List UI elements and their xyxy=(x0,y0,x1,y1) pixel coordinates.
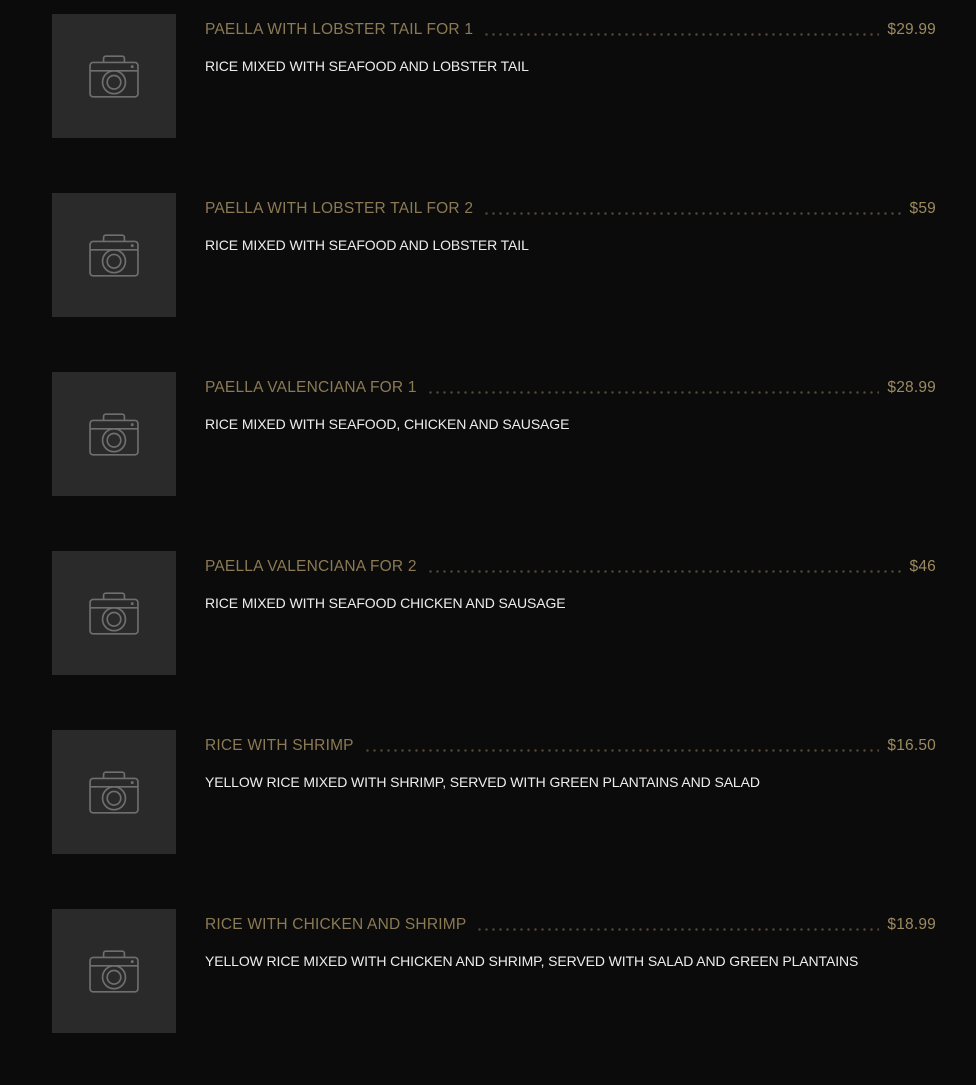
item-image-placeholder[interactable] xyxy=(52,14,176,138)
item-description: YELLOW RICE MIXED WITH SHRIMP, SERVED WITH GREEN PLANTAINS AND SALAD xyxy=(205,774,760,790)
item-image-placeholder[interactable] xyxy=(52,730,176,854)
menu-item xyxy=(52,909,936,1033)
dotted-leader xyxy=(476,928,879,931)
item-price: $46 xyxy=(909,558,936,575)
menu-item xyxy=(52,193,936,317)
menu-item xyxy=(52,730,936,854)
item-name[interactable]: PAELLA VALENCIANA FOR 2 xyxy=(205,558,417,575)
item-image-placeholder[interactable] xyxy=(52,909,176,1033)
camera-icon xyxy=(89,54,139,98)
dotted-leader xyxy=(427,391,880,394)
item-content xyxy=(205,193,936,317)
item-title-row xyxy=(205,380,936,396)
item-content xyxy=(205,372,936,496)
item-content xyxy=(205,730,936,854)
camera-icon xyxy=(89,949,139,993)
menu-item xyxy=(52,551,936,675)
item-price: $18.99 xyxy=(887,916,936,933)
item-title-row xyxy=(205,559,936,575)
item-title-row xyxy=(205,917,936,933)
item-name[interactable]: PAELLA VALENCIANA FOR 1 xyxy=(205,379,417,396)
dotted-leader xyxy=(483,33,879,36)
item-description: RICE MIXED WITH SEAFOOD AND LOBSTER TAIL xyxy=(205,58,529,74)
item-price: $29.99 xyxy=(887,21,936,38)
item-title-row xyxy=(205,201,936,217)
camera-icon xyxy=(89,412,139,456)
menu-item xyxy=(52,372,936,496)
menu-item xyxy=(52,14,936,138)
item-image-placeholder[interactable] xyxy=(52,193,176,317)
item-name[interactable]: PAELLA WITH LOBSTER TAIL FOR 2 xyxy=(205,200,474,217)
camera-icon xyxy=(89,770,139,814)
item-content xyxy=(205,551,936,675)
item-description: RICE MIXED WITH SEAFOOD, CHICKEN AND SAUSAGE xyxy=(205,416,570,432)
dotted-leader xyxy=(427,570,902,573)
item-description: RICE MIXED WITH SEAFOOD CHICKEN AND SAUSAGE xyxy=(205,595,566,611)
dotted-leader xyxy=(483,212,901,215)
item-image-placeholder[interactable] xyxy=(52,551,176,675)
camera-icon xyxy=(89,591,139,635)
item-name[interactable]: PAELLA WITH LOBSTER TAIL FOR 1 xyxy=(205,21,474,38)
item-price: $59 xyxy=(909,200,936,217)
item-title-row xyxy=(205,22,936,38)
item-name[interactable]: RICE WITH SHRIMP xyxy=(205,737,354,754)
item-content xyxy=(205,14,936,138)
item-price: $16.50 xyxy=(887,737,936,754)
item-price: $28.99 xyxy=(887,379,936,396)
dotted-leader xyxy=(364,749,880,752)
item-title-row xyxy=(205,738,936,754)
camera-icon xyxy=(89,233,139,277)
item-description: YELLOW RICE MIXED WITH CHICKEN AND SHRIMP, SERVED WITH SALAD AND GREEN PLANTAINS xyxy=(205,953,859,969)
item-image-placeholder[interactable] xyxy=(52,372,176,496)
item-content xyxy=(205,909,936,1033)
item-name[interactable]: RICE WITH CHICKEN AND SHRIMP xyxy=(205,916,467,933)
item-description: RICE MIXED WITH SEAFOOD AND LOBSTER TAIL xyxy=(205,237,529,253)
